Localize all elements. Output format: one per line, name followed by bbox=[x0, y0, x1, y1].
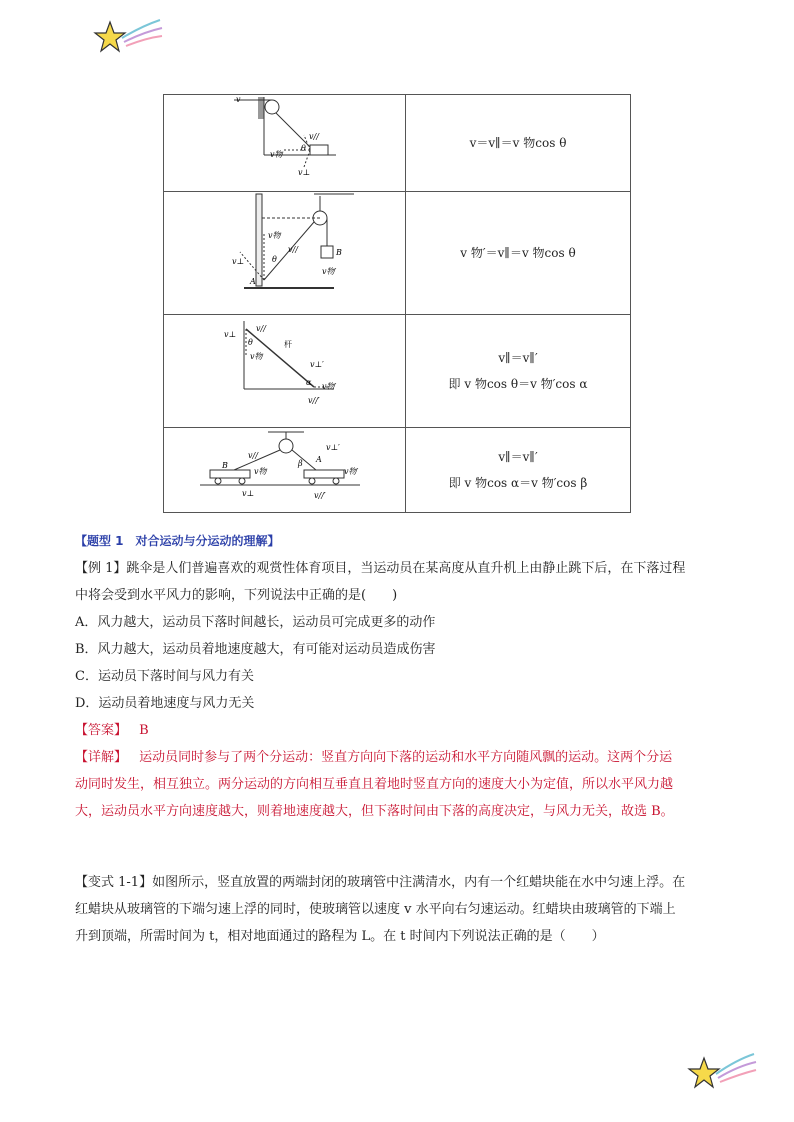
fig-label: A bbox=[316, 455, 322, 464]
answer-value: B bbox=[139, 723, 149, 738]
fig-label: 杆 bbox=[284, 340, 292, 349]
table-row bbox=[164, 315, 631, 428]
equation-cell bbox=[406, 315, 631, 428]
option-c: C．运动员下落时间与风力有关 bbox=[75, 669, 254, 684]
table-row bbox=[164, 428, 631, 513]
fig-label: v⊥′ bbox=[310, 360, 324, 369]
fig-label: B bbox=[222, 461, 228, 470]
figure-sliding-rod bbox=[164, 315, 406, 428]
star-decoration-icon bbox=[92, 16, 164, 60]
fig-label: v⊥ bbox=[232, 257, 245, 266]
text-line: 升到顶端，所需时间为 t，相对地面通过的路程为 L。在 t 时间内下列说法正确的是（ ） bbox=[75, 929, 605, 944]
detail-label: 【详解】 bbox=[75, 750, 128, 765]
fig-label: B bbox=[336, 248, 342, 257]
equation-line: v 物′＝v∥＝v 物cos θ bbox=[460, 246, 576, 260]
fig-label: α bbox=[306, 378, 312, 387]
fig-label: v物 bbox=[270, 150, 283, 159]
fig-label: v⊥ bbox=[224, 330, 237, 339]
fig-label: v// bbox=[248, 451, 258, 460]
equation-line: v∥＝v∥′ bbox=[498, 351, 538, 365]
detail-text: 运动员同时参与了两个分运动：竖直方向向下落的运动和水平方向随风飘的运动。这两个分运 bbox=[139, 750, 673, 765]
velocity-decomposition-table bbox=[163, 94, 631, 513]
fig-label: A bbox=[250, 277, 256, 286]
fig-label: v物′ bbox=[344, 467, 359, 476]
text-line: 红蜡块从玻璃管的下端匀速上浮的同时，使玻璃管以速度 v 水平向右匀速运动。红蜡块由玻璃管的下端上 bbox=[75, 902, 676, 917]
fig-label: θ bbox=[301, 144, 306, 153]
fig-label: v物 bbox=[268, 231, 281, 240]
fig-label: v//′ bbox=[314, 491, 326, 500]
figure-pulley-rope-block bbox=[164, 95, 406, 192]
fig-label: v物 bbox=[254, 467, 267, 476]
detail-line bbox=[75, 744, 735, 771]
fig-label: v// bbox=[256, 324, 266, 333]
answer-line bbox=[75, 717, 735, 744]
equation-line: v∥＝v∥′ bbox=[498, 450, 538, 464]
fig-label: β bbox=[298, 459, 303, 468]
figure-two-carts bbox=[164, 428, 406, 513]
option-a: A．风力越大，运动员下落时间越长，运动员可完成更多的动作 bbox=[75, 615, 436, 630]
fig-label: θ bbox=[272, 255, 277, 264]
section-heading: 【题型 1 对合运动与分运动的理解】 bbox=[75, 534, 280, 548]
fig-label: θ bbox=[248, 338, 253, 347]
option-d: D．运动员着地速度与风力无关 bbox=[75, 696, 255, 711]
fig-label: v⊥ bbox=[242, 489, 255, 498]
equation-line: 即 v 物cos α＝v 物′cos β bbox=[448, 476, 588, 490]
fig-label: v bbox=[236, 95, 241, 104]
variant-stem bbox=[75, 869, 735, 950]
fig-label: v//′ bbox=[308, 396, 320, 405]
table-row bbox=[164, 192, 631, 315]
table-row bbox=[164, 95, 631, 192]
equation-cell bbox=[406, 192, 631, 315]
fig-label: v物 bbox=[250, 352, 263, 361]
star-decoration-icon bbox=[686, 1048, 758, 1098]
text-line: 中将会受到水平风力的影响，下列说法中正确的是( ) bbox=[75, 588, 398, 603]
fig-label: v// bbox=[288, 245, 298, 254]
fig-label: v// bbox=[309, 132, 319, 141]
option-b: B．风力越大，运动员着地速度越大，有可能对运动员造成伤害 bbox=[75, 642, 436, 657]
text-line: 【变式 1-1】如图所示，竖直放置的两端封闭的玻璃管中注满清水，内有一个红蜡块能在水中匀速上浮。在 bbox=[75, 875, 686, 890]
fig-label: v⊥ bbox=[298, 168, 311, 177]
answer-label: 【答案】 bbox=[75, 723, 128, 738]
example-stem bbox=[75, 555, 735, 825]
equation-cell bbox=[406, 95, 631, 192]
fig-label: v物′ bbox=[322, 382, 337, 391]
text-line: 【例 1】跳伞是人们普遍喜欢的观赏性体育项目，当运动员在某高度从直升机上由静止跳下后，在下落过程 bbox=[75, 561, 686, 576]
equation-line: v＝v∥＝v 物cos θ bbox=[469, 136, 567, 150]
fig-label: v物′ bbox=[322, 267, 337, 276]
equation-line: 即 v 物cos θ＝v 物′cos α bbox=[448, 377, 588, 391]
equation-cell bbox=[406, 428, 631, 513]
detail-text: 大，运动员水平方向速度越大，则着地速度越大，但下落时间由下落的高度决定，与风力无关，故选 B。 bbox=[75, 804, 674, 819]
fig-label: v⊥′ bbox=[326, 443, 340, 452]
detail-text: 动同时发生，相互独立。两分运动的方向相互垂直且着地时竖直方向的速度大小为定值，所以水平风力越 bbox=[75, 777, 674, 792]
figure-pole-pulley bbox=[164, 192, 406, 315]
